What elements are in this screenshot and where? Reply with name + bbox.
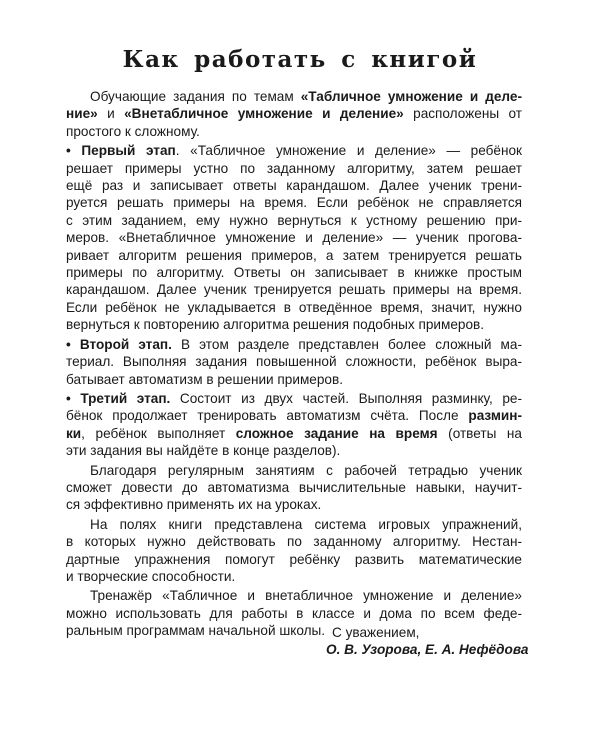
stage-3-line-2: [66, 407, 522, 424]
intro-line-1: [66, 88, 522, 105]
stage-2-line: териал. Выполняя задания повышенной сложности, ребёнок выра-: [66, 354, 522, 370]
regular-line: Благодаря регулярным занятиям с рабочей тетрадью ученик: [90, 462, 522, 478]
stage-3-paragraph: [66, 390, 522, 460]
intro-topic-1-end: ние»: [66, 106, 98, 122]
stage-2-paragraph: [66, 336, 522, 388]
stage-3-line-1: [66, 390, 522, 407]
intro-topic-1: «Табличное умножение и деле-: [300, 89, 522, 104]
stage-1-line: Если ребёнок не укладывается в отведённое время, значит, нужно: [66, 299, 522, 315]
stage-3-warmup-end: ки: [66, 425, 82, 441]
body-text: [66, 88, 522, 642]
stage-1-line: вернуться к повторению алгоритма решения подобных примеров.: [66, 317, 485, 333]
margins-line: в которых нужно действовать по заданному алгоритму. Нестан-: [66, 534, 522, 550]
stage-1-line: меров. «Внетабличное умножение и деление» — ученик проговa-: [66, 230, 522, 246]
stage-3-line-3: [66, 425, 522, 442]
intro-line-2: [66, 105, 522, 122]
stage-1-line: примеры по алгоритму. Ответы он записывает в книжке простым: [66, 265, 522, 281]
trainer-line: Тренажёр «Табличное и внетабличное умножение и деление»: [90, 588, 522, 604]
stage-3-warmup: размин-: [468, 408, 522, 424]
margins-paragraph: [66, 516, 522, 586]
signature-block: [326, 624, 529, 659]
stage-1-line: карандашом. Далее ученик тренируется решать примеры на время.: [66, 282, 522, 298]
trainer-line: можно использовать для работы в классе и дома по всем феде-: [66, 605, 522, 621]
stage-3-text-2: бёнок продолжает тренировать автоматизм счёта. После: [66, 408, 469, 424]
stage-3-text: Состоит из двух частей. Выполняя разминку, ре-: [170, 390, 522, 406]
margins-line: и творческие способности.: [66, 568, 236, 584]
stage-1-line: решает примеры устно по заданному алгоритму, затем решает: [66, 160, 522, 176]
page-title: Как работать с книгой: [122, 46, 478, 73]
regular-practice-paragraph: [66, 462, 522, 514]
margins-line: На полях книги представлена система игровых упражнений,: [90, 516, 522, 532]
stage-1-line: руется решать примеры на время. Если ребёнок не справляется: [66, 195, 522, 211]
signature-authors: О. В. Узорова, Е. А. Нефёдова: [326, 642, 529, 658]
intro-and: и: [97, 106, 125, 122]
stage-1-line: ещё раз и записывает ответы карандашом. Далее ученик трени-: [66, 178, 522, 194]
stage-1-line: с этим заданием, ему нужно вернуться к устному решению при-: [66, 212, 522, 228]
stage-2-text: В этом разделе представлен более сложный ма-: [171, 336, 522, 352]
intro-text-1: Обучающие задания по темам: [90, 89, 301, 104]
intro-paragraph: [66, 88, 522, 140]
stage-1-text: . «Табличное умножение и деление» — ребёнок: [175, 143, 522, 159]
stage-3-timed-task: сложное задание на время: [235, 425, 438, 441]
regular-line: сможет довести до автоматизма вычислительные навыки, научит-: [66, 479, 522, 495]
stage-2-line: батывает автоматизм в решении примеров.: [66, 371, 343, 387]
stage-3-line: эти задания вы найдёте в конце разделов).: [66, 443, 341, 459]
intro-topic-2: «Внетабличное умножение и деление»: [124, 106, 404, 122]
stage-1-paragraph: [66, 142, 522, 333]
stage-2-label: • Второй этап.: [66, 336, 172, 352]
intro-line-3: простого к сложному.: [66, 123, 200, 139]
regular-line: ся эффективно применять их на уроках.: [66, 497, 322, 513]
stage-1-line-1: [66, 142, 522, 159]
intro-text-2: расположены от: [403, 106, 523, 122]
stage-3-label: • Третий этап.: [66, 390, 171, 406]
signature-greeting: С уважением,: [332, 625, 420, 640]
margins-line: дартные упражнения помогут ребёнку развить математические: [66, 551, 522, 567]
trainer-line: ральным программам начальной школы.: [66, 623, 326, 639]
stage-3-text-4: (ответы на: [437, 425, 522, 441]
stage-1-line: ривает алгоритм решения примеров, а затем тренируется решать: [66, 247, 522, 263]
stage-1-label: • Первый этап: [66, 143, 176, 159]
stage-3-text-3: , ребёнок выполняет: [81, 425, 236, 441]
stage-2-line-1: [66, 336, 522, 353]
